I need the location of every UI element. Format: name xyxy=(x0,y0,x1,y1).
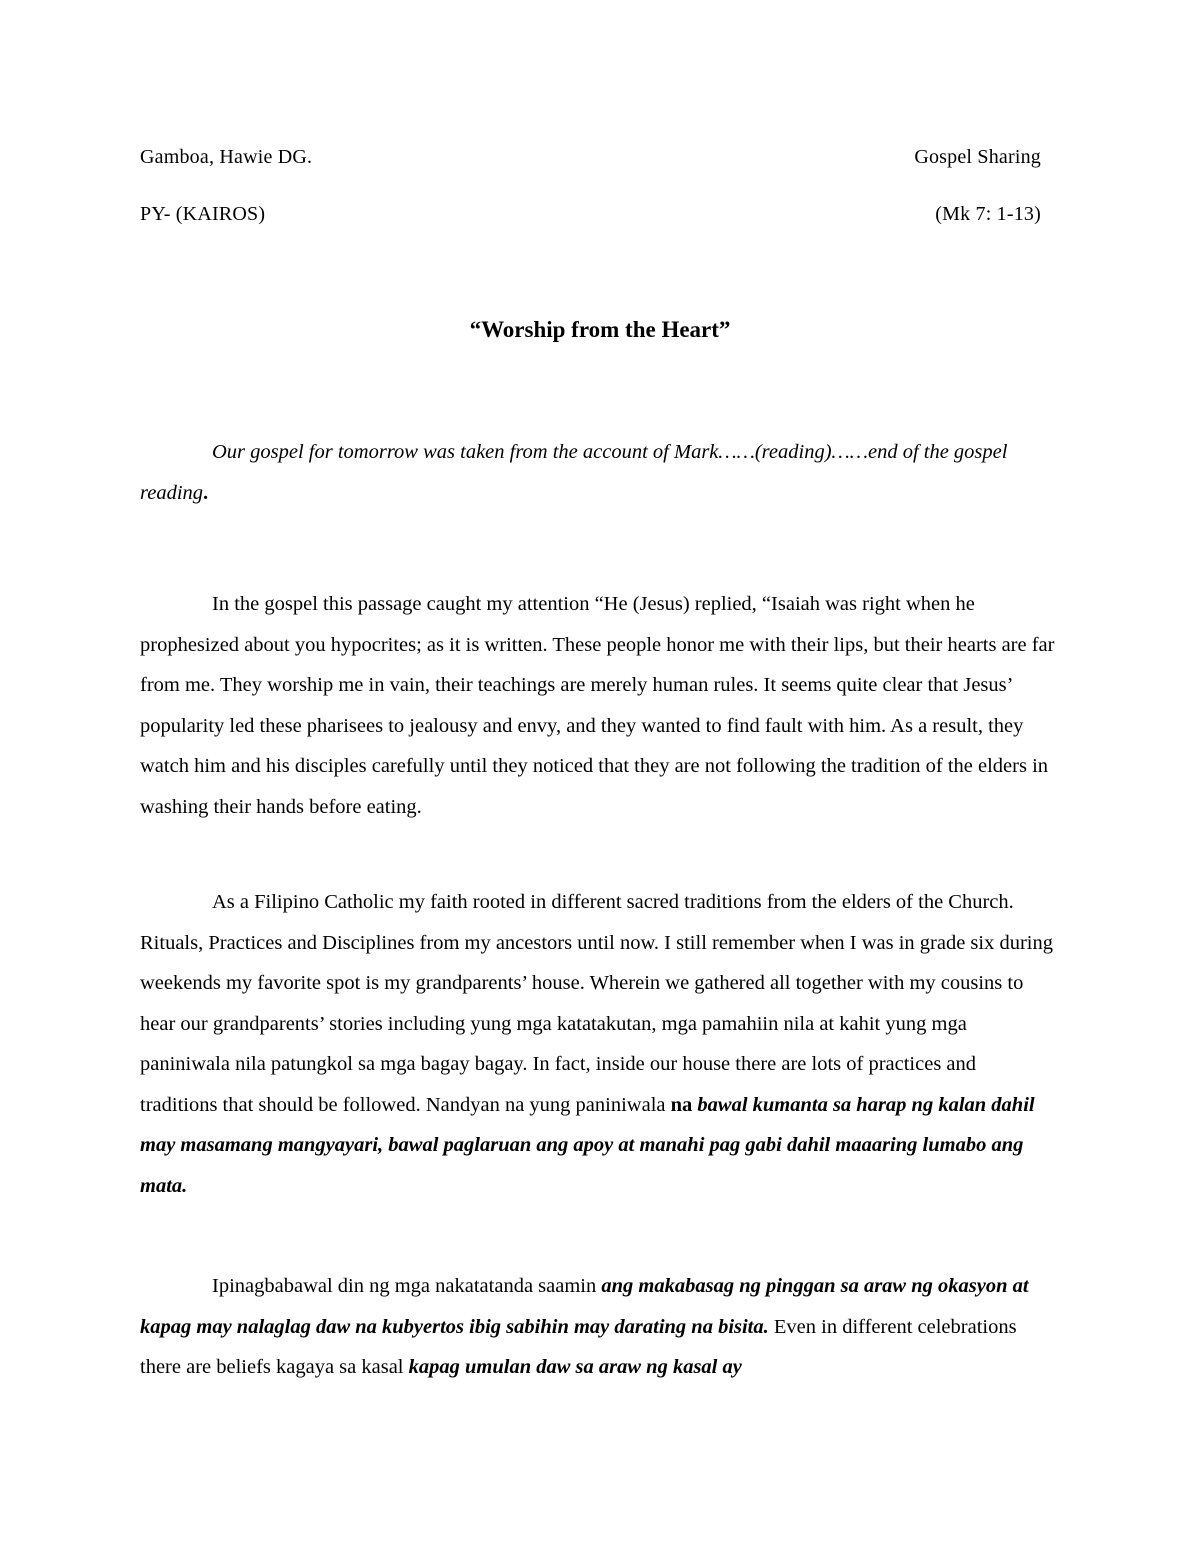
author-name: Gamboa, Hawie DG. xyxy=(140,146,313,168)
paragraph-1: In the gospel this passage caught my attention “He (Jesus) replied, “Isaiah was right when he prophesized about you hypocrites; as it is written. These people honor me with their lips, but their hearts are far from me. They worship me in vain, their teachings are merely human rules. It seems quite clear that Jesus’ popularity led these pharisees to jealousy and envy, and they wanted to find fault with him. As a result, they watch him and his disciples carefully until they noticed that they are not following the tradition of the elders in washing their hands before eating. xyxy=(140,593,1055,818)
intro-text: Our gospel for tomorrow was taken from the account of Mark……(reading)……end of the gospel reading xyxy=(140,441,1008,504)
paragraph-2 xyxy=(140,882,1056,1206)
intro-paragraph xyxy=(140,432,1040,513)
document-type: Gospel Sharing xyxy=(914,146,1041,168)
paragraph-2-bold-italic: bawal kumanta sa harap ng kalan dahil may masamang mangyayari, bawal paglaruan ang apoy at manahi pag gabi dahil maaaring lumabo ang mata. xyxy=(140,1093,1035,1197)
document-title: “Worship from the Heart” xyxy=(469,317,731,342)
intro-period: . xyxy=(203,481,209,504)
paragraph-3-bold-italic-1: ang makabasag ng pinggan sa araw ng okasyon at kapag may nalaglag daw na kubyertos ibig sabihin may darating na bisita. xyxy=(140,1275,1029,1338)
paragraph-3-text-1: Ipinagbabawal din ng mga nakatatanda saamin xyxy=(212,1275,602,1297)
paragraph-3 xyxy=(140,1266,1056,1388)
paragraph-3-bold-italic-2: kapag umulan daw sa araw ng kasal ay xyxy=(408,1356,742,1378)
paragraph-2-text: As a Filipino Catholic my faith rooted in different sacred traditions from the elders of the Church. Rituals, Practices and Disciplines from my ancestors until now. I still remember when I was in grade six during weekends my favorite spot is my grandparents’ house. Wherein we gathered all together with my cousins to hear our grandparents’ stories including yung mga katatakutan, mga pamahiin nila at kahit yung mga paniniwala nila patungkol sa mga bagay bagay. In fact, inside our house there are lots of practices and traditions that should be followed. Nandyan na yung paniniwala xyxy=(140,891,1054,1116)
group-name: PY- (KAIROS) xyxy=(140,203,266,225)
paragraph-2-bold: na xyxy=(670,1093,698,1116)
header-row-2 xyxy=(140,202,1041,226)
paragraph-3-text-2: Even in different celebrations there are beliefs kagaya sa kasal xyxy=(140,1315,1017,1378)
header-row-1 xyxy=(140,145,1041,169)
scripture-reference: (Mk 7: 1-13) xyxy=(935,203,1041,225)
